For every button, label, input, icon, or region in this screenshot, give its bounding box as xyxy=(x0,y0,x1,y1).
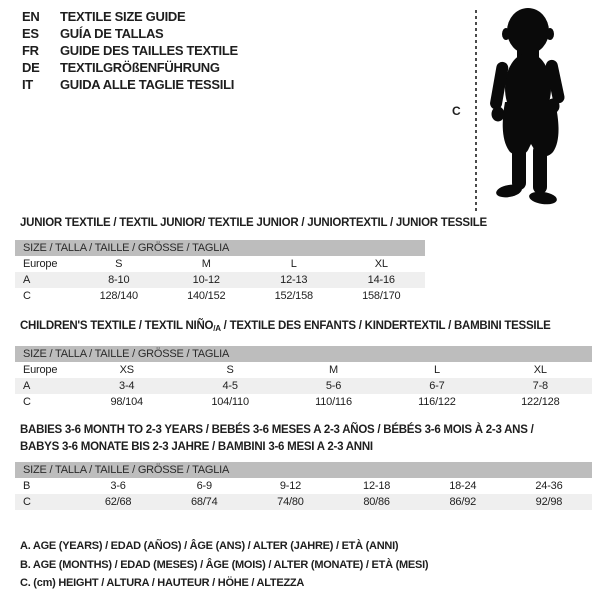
size-table-header-bar: SIZE / TALLA / TAILLE / GRÖSSE / TAGLIA xyxy=(15,240,425,256)
section-heading xyxy=(20,215,487,232)
table-cell: 6-9 xyxy=(196,480,212,492)
table-cell: M xyxy=(201,258,211,270)
table-cell: 14-16 xyxy=(367,274,395,286)
table-cell: 98/104 xyxy=(110,396,143,408)
table-cell: M xyxy=(329,364,338,376)
heading-text: / TEXTILE DES ENFANTS / KINDERTEXTIL / BAMBINI TESSILE xyxy=(220,320,551,332)
table-cell: 6-7 xyxy=(429,380,445,392)
language-row xyxy=(22,76,238,93)
table-cell: XL xyxy=(374,258,388,270)
language-code: FR xyxy=(22,43,39,58)
table-cell: 12-13 xyxy=(280,274,308,286)
language-row xyxy=(22,42,238,59)
table-cell: S xyxy=(115,258,123,270)
table-cell: 7-8 xyxy=(532,380,548,392)
heading-text: JUNIOR TEXTILE / TEXTIL JUNIOR/ TEXTILE JUNIOR / JUNIORTEXTIL / JUNIOR TESSILE xyxy=(20,217,487,229)
table-cell: 86/92 xyxy=(449,496,477,508)
section-heading-line xyxy=(20,215,487,232)
table-row xyxy=(15,378,592,394)
table-cell: 122/128 xyxy=(521,396,560,408)
language-title: TEXTILE SIZE GUIDE xyxy=(60,9,186,24)
section-junior xyxy=(20,215,487,302)
table-cell: 152/158 xyxy=(274,290,313,302)
row-label: A xyxy=(23,380,31,392)
language-title-list xyxy=(22,8,238,93)
table-row xyxy=(15,362,592,378)
table-cell: 24-36 xyxy=(535,480,563,492)
table-cell: 104/110 xyxy=(211,396,249,408)
language-code: DE xyxy=(22,60,40,75)
row-label: Europe xyxy=(23,258,58,270)
row-label: A xyxy=(23,274,31,286)
heading-text: BABIES 3-6 MONTH TO 2-3 YEARS / BEBÉS 3-6 MESES A 2-3 AÑOS / BÉBÉS 3-6 MOIS À 2-3 ANS / xyxy=(20,424,534,436)
table-row xyxy=(15,494,592,510)
table-row xyxy=(15,288,425,304)
language-row xyxy=(22,8,238,25)
section-children xyxy=(20,318,595,408)
language-row xyxy=(22,59,238,76)
section-heading xyxy=(20,422,595,456)
baby-silhouette-shapes xyxy=(489,8,565,206)
table-cell: 116/122 xyxy=(418,396,456,408)
table-cell: 158/170 xyxy=(362,290,401,302)
table-cell: 18-24 xyxy=(449,480,477,492)
table-cell: 110/116 xyxy=(315,396,352,408)
table-cell: 92/98 xyxy=(535,496,563,508)
table-row xyxy=(15,256,425,272)
table-cell: 4-5 xyxy=(222,380,238,392)
table-cell: 8-10 xyxy=(108,274,130,286)
table-cell: 140/152 xyxy=(187,290,226,302)
footnote-legend xyxy=(20,537,428,593)
table-cell: 68/74 xyxy=(190,496,218,508)
size-table-header-bar: SIZE / TALLA / TAILLE / GRÖSSE / TAGLIA xyxy=(15,346,592,362)
language-title: GUIDA ALLE TAGLIE TESSILI xyxy=(60,77,235,92)
section-babies xyxy=(20,422,595,508)
table-cell: 3-4 xyxy=(119,380,135,392)
table-row xyxy=(15,478,592,494)
language-row xyxy=(22,25,238,42)
size-table-children xyxy=(15,346,592,410)
table-cell: 3-6 xyxy=(110,480,126,492)
footnote-line: C. (cm) HEIGHT / ALTURA / HAUTEUR / HÖHE / ALTEZZA xyxy=(20,577,305,589)
row-label: C xyxy=(23,290,31,302)
table-row xyxy=(15,272,425,288)
size-table-header-bar: SIZE / TALLA / TAILLE / GRÖSSE / TAGLIA xyxy=(15,462,592,478)
height-measure-label: C xyxy=(452,104,461,118)
table-cell: 74/80 xyxy=(277,496,304,508)
table-cell: 5-6 xyxy=(325,380,342,392)
heading-text: CHILDREN'S TEXTILE / TEXTIL NIÑO xyxy=(20,320,214,332)
table-cell: 128/140 xyxy=(99,290,138,302)
heading-text: /A xyxy=(213,324,221,333)
baby-silhouette-icon xyxy=(481,6,575,208)
section-heading xyxy=(20,318,595,337)
section-heading-line xyxy=(20,318,595,337)
height-measure-dotted-line xyxy=(475,10,477,211)
table-cell: XL xyxy=(533,364,547,376)
language-code: IT xyxy=(22,77,33,92)
section-heading-line xyxy=(20,439,595,456)
section-heading-line xyxy=(20,422,595,439)
row-label: B xyxy=(23,480,31,492)
table-cell: S xyxy=(226,364,234,376)
table-cell: 62/68 xyxy=(104,496,132,508)
language-code: EN xyxy=(22,9,40,24)
table-cell: 80/86 xyxy=(363,496,390,508)
heading-text: BABYS 3-6 MONATE BIS 2-3 JAHRE / BAMBINI 3-6 MESI A 2-3 ANNI xyxy=(20,441,373,453)
language-title: GUIDE DES TAILLES TEXTILE xyxy=(60,43,238,58)
size-table-babies xyxy=(15,462,592,510)
table-cell: L xyxy=(290,258,297,270)
row-label: C xyxy=(23,396,31,408)
table-cell: XS xyxy=(119,364,134,376)
footnote-line: A. AGE (YEARS) / EDAD (AÑOS) / ÂGE (ANS) / ALTER (JAHRE) / ETÀ (ANNI) xyxy=(20,540,399,552)
table-cell: L xyxy=(433,364,440,376)
table-cell: 10-12 xyxy=(192,274,220,286)
table-cell: 12-18 xyxy=(363,480,391,492)
table-row xyxy=(15,394,592,410)
row-label: Europe xyxy=(23,364,58,376)
language-title: TEXTILGRÖßENFÜHRUNG xyxy=(60,60,220,75)
language-title: GUÍA DE TALLAS xyxy=(60,26,164,41)
table-cell: 9-12 xyxy=(279,480,302,492)
size-table-junior xyxy=(15,240,425,304)
row-label: C xyxy=(23,496,31,508)
footnote-line: B. AGE (MONTHS) / EDAD (MESES) / ÂGE (MOIS) / ALTER (MONATE) / ETÀ (MESI) xyxy=(20,558,429,571)
language-code: ES xyxy=(22,26,39,41)
